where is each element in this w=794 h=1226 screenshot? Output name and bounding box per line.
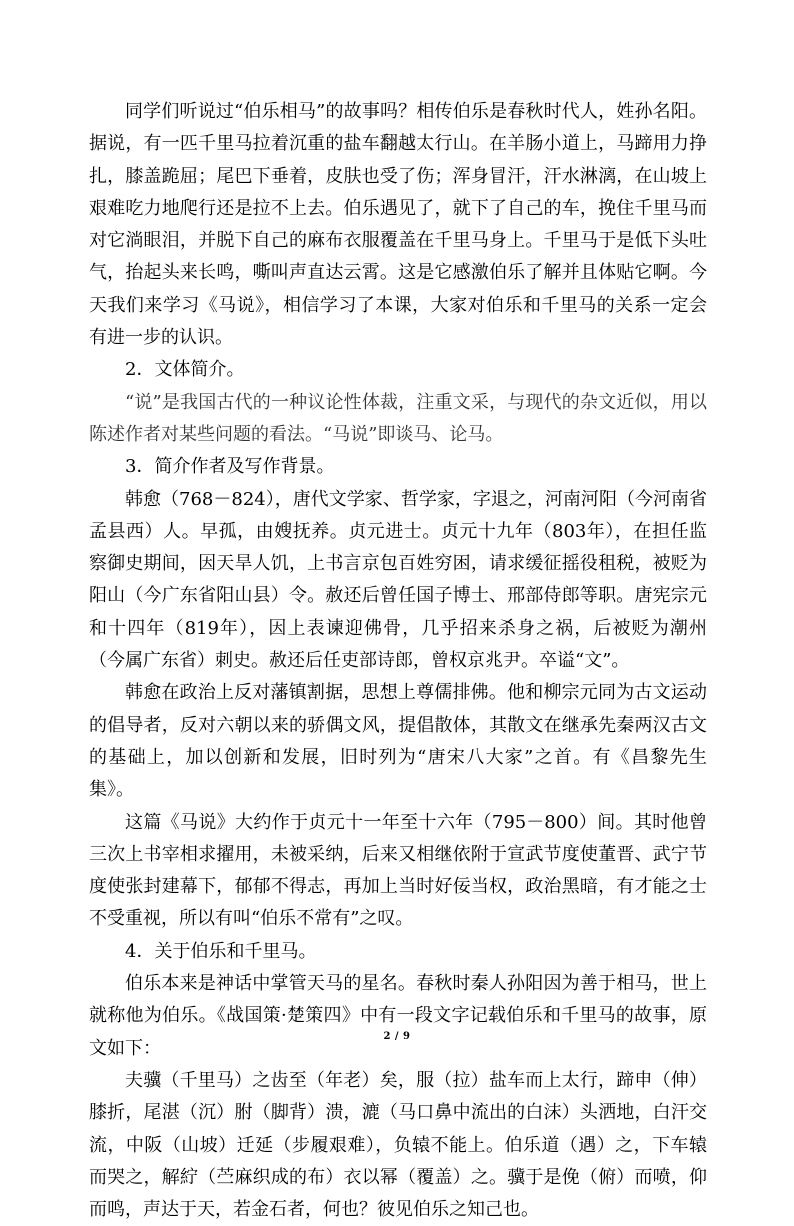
author-bio-paragraph: 韩愈（768－824），唐代文学家、哲学家，字退之，河南河阳（今河南省孟县西）人。早孤，由嫂抚养。贞元进士。贞元十九年（803年），在担任监察御史期间，因天旱人饥，上书言京包百姓穷困，请求缓征摇役租税，被贬为阳山（今广东省阳山县）令。赦还后曾任国子博士、邢部侍郎等职。唐宪宗元和十四年（819年），因上表谏迎佛骨，几乎招来杀身之祸，后被贬为潮州（今属广东省）刺史。赦还后任吏部诗郎，曾权京兆尹。卒谥“文”。 <box>89 488 707 672</box>
classical-quote-paragraph: 夫骥（千里马）之齿至（年老）矣，服（拉）盐车而上太行，蹄申（伸）膝折，尾湛（沉）胕（脚背）溃，漉（马口鼻中流出的白沫）头洒地，白汗交流，中阪（山坡）迁延（步履艰难），负辕不能上。伯乐道（遇）之，下车辕而哭之，解紵（苎麻织成的布）衣以幂（覆盖）之。骥于是俛（俯）而喷，仰而鸣，声达于天，若金石者，何也？彼见伯乐之知己也。 <box>89 1069 707 1221</box>
writing-background-paragraph: 这篇《马说》大约作于贞元十一年至十六年（795－800）间。其时他曾三次上书宰相求擢用，未被采纳，后来又相继依附于宣武节度使董晋、武宁节度使张封建幕下，郁郁不得志，再加上当时好佞当权，政治黑暗，有才能之士不受重视，所以有叫“伯乐不常有”之叹。 <box>89 811 707 930</box>
section-heading-genre: 2．文体简介。 <box>125 359 245 381</box>
genre-paragraph: “说”是我国古代的一种议论性体裁，注重文采，与现代的杂文近似，用以陈述作者对某些问题的看法。“马说”即谈马、论马。 <box>89 391 707 445</box>
page-number: 2 / 9 <box>383 1031 411 1042</box>
section-heading-bole: 4．关于伯乐和千里马。 <box>125 940 317 962</box>
bole-intro-paragraph: 伯乐本来是神话中掌管天马的星名。春秋时秦人孙阳因为善于相马，世上就称他为伯乐。《战国策·楚策四》中有一段文字记载伯乐和千里马的故事，原文如下： <box>89 973 707 1059</box>
author-thought-paragraph: 韩愈在政治上反对藩镇割据，思想上尊儒排佛。他和柳宗元同为古文运动的倡导者，反对六朝以来的骄偶文风，提倡散体，其散文在继承先秦两汉古文的基础上，加以创新和发展，旧时列为“唐宋八大家”之首。有《昌黎先生集》。 <box>89 682 707 801</box>
section-heading-author: 3．简介作者及写作背景。 <box>125 456 335 478</box>
document-body <box>89 96 707 1226</box>
intro-paragraph: 同学们听说过“伯乐相马”的故事吗？相传伯乐是春秋时代人，姓孙名阳。据说，有一匹千里马拉着沉重的盐车翻越太行山。在羊肠小道上，马蹄用力挣扎，膝盖跪屈；尾巴下垂着，皮肤也受了伤；浑身冒汗，汗水淋漓，在山坡上艰难吃力地爬行还是拉不上去。伯乐遇见了，就下了自己的车，挽住千里马而对它淌眼泪，并脱下自己的麻布衣服覆盖在千里马身上。千里马于是低下头吐气，抬起头来长鸣，嘶叫声直达云霄。这是它感激伯乐了解并且体贴它啊。今天我们来学习《马说》，相信学习了本课，大家对伯乐和千里马的关系一定会有进一步的认识。 <box>89 101 707 349</box>
